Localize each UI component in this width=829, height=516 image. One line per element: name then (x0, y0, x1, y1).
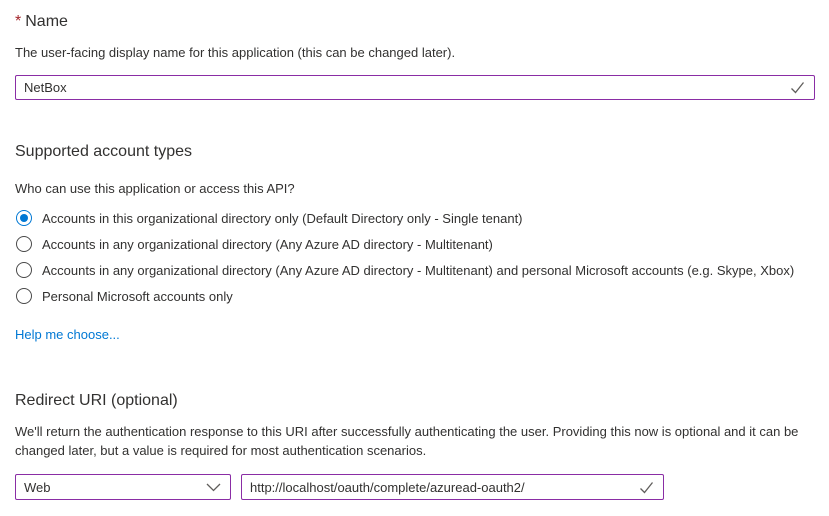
radio-unselected-icon[interactable] (16, 288, 32, 304)
name-section-title (15, 12, 815, 32)
platform-select[interactable] (15, 474, 231, 500)
redirect-uri-controls (15, 474, 815, 500)
redirect-uri-description: We'll return the authentication response to this URI after successfully authenticating the user. Providing this now is optional and it can be changed later, but a value is required for most authentication scenarios. (15, 424, 799, 458)
redirect-uri-input-container (241, 474, 664, 500)
name-title-text: Name (25, 13, 68, 30)
platform-select-value: Web (24, 479, 51, 495)
redirect-uri-input[interactable] (241, 474, 664, 500)
radio-selected-icon[interactable] (16, 210, 32, 226)
radio-unselected-icon[interactable] (16, 236, 32, 252)
account-types-question: Who can use this application or access this API? (15, 181, 295, 196)
account-type-option-multitenant-personal[interactable] (15, 257, 815, 283)
name-input[interactable] (15, 75, 815, 100)
name-description: The user-facing display name for this application (this can be changed later). (15, 45, 456, 60)
account-type-option-single-tenant[interactable] (15, 205, 815, 231)
name-input-container (15, 75, 815, 100)
account-type-label: Accounts in any organizational directory (Any Azure AD directory - Multitenant) and personal Microsoft accounts (e.g. Skype, Xbox) (42, 262, 795, 278)
account-types-radio-group (15, 205, 815, 309)
radio-unselected-icon[interactable] (16, 262, 32, 278)
redirect-uri-title: Redirect URI (optional) (15, 392, 178, 409)
account-types-title: Supported account types (15, 143, 193, 160)
required-asterisk: * (15, 13, 22, 30)
chevron-down-icon (206, 483, 221, 492)
radio-dot (20, 214, 28, 222)
account-type-label: Accounts in any organizational directory (Any Azure AD directory - Multitenant) (42, 236, 493, 252)
help-me-choose-link[interactable]: Help me choose... (15, 327, 120, 342)
account-type-label: Accounts in this organizational directory only (Default Directory only - Single tenant) (42, 210, 523, 226)
account-type-label: Personal Microsoft accounts only (42, 288, 233, 304)
account-type-option-personal-only[interactable] (15, 283, 815, 309)
account-type-option-multitenant[interactable] (15, 231, 815, 257)
